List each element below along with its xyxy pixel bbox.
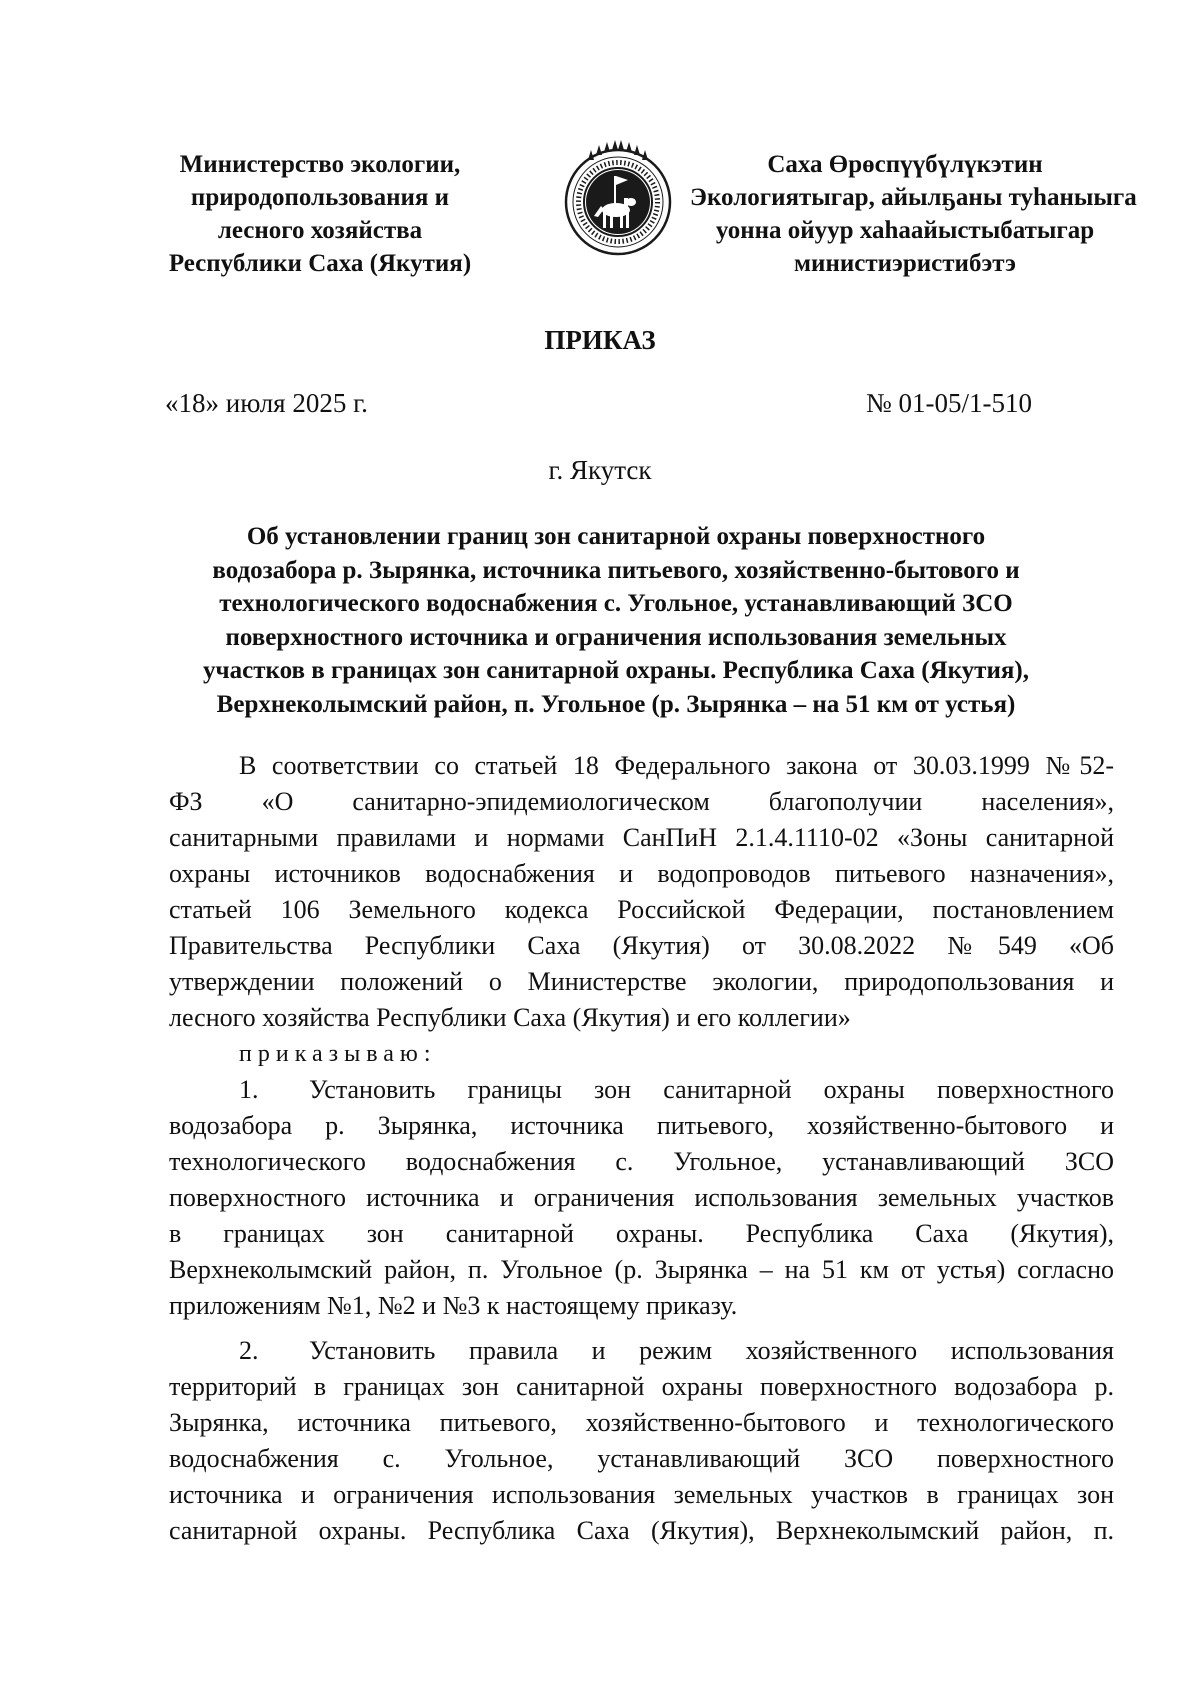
preamble-line: утверждении положений о Министерстве экологии, природопользования и bbox=[169, 967, 1114, 996]
ministry-name-ru-line: лесного хозяйства bbox=[217, 217, 423, 244]
preamble-line: В соответствии со статьей 18 Федерального закона от 30.03.1999 №52- bbox=[239, 751, 1114, 780]
ministry-name-sakha bbox=[690, 148, 1137, 280]
item-line: источника и ограничения использования земельных участков в границах зон bbox=[169, 1480, 1114, 1509]
ministry-name-ru-line: Республики Саха (Якутия) bbox=[168, 250, 472, 277]
item-line: поверхностного источника и ограничения использования земельных участков bbox=[169, 1183, 1114, 1212]
order-subject bbox=[150, 520, 1082, 721]
ministry-name-sakha-line: Экологиятыгар, айылҕаны туһаныыга bbox=[690, 184, 1137, 211]
preamble-line: статьей 106 Земельного кодекса Российской Федерации, постановлением bbox=[169, 895, 1114, 924]
item-line: технологического водоснабжения с. Угольное, устанавливающий ЗСО bbox=[169, 1147, 1114, 1176]
item-line-text: Установить границы зон санитарной охраны поверхностного bbox=[309, 1075, 1114, 1104]
order-item-1 bbox=[169, 1072, 1114, 1324]
subject-line: технологического водоснабжения с. Угольное, устанавливающий ЗСО bbox=[219, 590, 1013, 617]
ministry-name-sakha-line: Саха Өрөспүүбүлүкэтин bbox=[767, 151, 1043, 178]
item-line bbox=[169, 1333, 1114, 1369]
subject-line: Об установлении границ зон санитарной охраны поверхностного bbox=[246, 523, 986, 550]
preamble-line: санитарными правилами и нормами СанПиН 2.1.4.1110-02 «Зоны санитарной bbox=[169, 823, 1114, 852]
item-number: 2. bbox=[239, 1336, 259, 1365]
republic-sakha-emblem-icon bbox=[558, 140, 678, 260]
order-word: приказываю: bbox=[239, 1041, 437, 1067]
subject-line: водозабора р. Зырянка, источника питьевого, хозяйственно-бытового и bbox=[212, 556, 1020, 584]
preamble-line: охраны источников водоснабжения и водопроводов питьевого назначения», bbox=[169, 859, 1114, 888]
item-line: в границах зон санитарной охраны. Республика Саха (Якутия), bbox=[169, 1219, 1114, 1248]
ministry-name-sakha-line: министиэристибэтэ bbox=[794, 250, 1016, 277]
preamble-line: ФЗ «О санитарно-эпидемиологическом благополучии населения», bbox=[169, 787, 1114, 816]
item-line: санитарной охраны. Республика Саха (Якутия), Верхнеколымский район, п. bbox=[169, 1516, 1114, 1545]
item-line: Зырянка, источника питьевого, хозяйственно-бытового и технологического bbox=[169, 1408, 1114, 1437]
item-number: 1. bbox=[239, 1075, 259, 1104]
order-item-2 bbox=[169, 1333, 1114, 1549]
item-line-text: Установить правила и режим хозяйственного использования bbox=[309, 1336, 1114, 1365]
item-line bbox=[169, 1072, 1114, 1108]
preamble bbox=[169, 748, 1114, 1036]
preamble-line: лесного хозяйства Республики Саха (Якутия) и его коллегии» bbox=[169, 1003, 851, 1032]
order-number: № 01-05/1-510 bbox=[866, 388, 1032, 418]
order-body bbox=[169, 748, 1114, 1549]
order-date: «18» июля 2025 г. bbox=[165, 388, 368, 418]
subject-line: поверхностного источника и ограничения использования земельных bbox=[225, 623, 1007, 651]
order-city: г. Якутск bbox=[548, 455, 652, 485]
item-line: водозабора р. Зырянка, источника питьевого, хозяйственно-бытового и bbox=[169, 1111, 1114, 1140]
subject-line: участков в границах зон санитарной охраны. Республика Саха (Якутия), bbox=[203, 657, 1029, 684]
ministry-name-sakha-line: уонна ойуур хаһаайыстыбатыгар bbox=[715, 217, 1095, 244]
ministry-name-ru-line: природопользования и bbox=[190, 184, 450, 211]
preamble-line: Правительства Республики Саха (Якутия) от 30.08.2022 №549 «Об bbox=[169, 931, 1114, 960]
item-line: водоснабжения с. Угольное, устанавливающий ЗСО поверхностного bbox=[169, 1444, 1114, 1473]
item-line: территорий в границах зон санитарной охраны поверхностного водозабора р. bbox=[169, 1372, 1114, 1401]
ministry-name-ru-line: Министерство экологии, bbox=[179, 151, 461, 178]
ministry-name-ru bbox=[150, 148, 490, 280]
subject-line: Верхнеколымский район, п. Угольное (р. Зырянка – на 51 км от устья) bbox=[216, 690, 1016, 718]
item-line: приложениям №1, №2 и №3 к настоящему приказу. bbox=[169, 1291, 738, 1320]
item-line: Верхнеколымский район, п. Угольное (р. Зырянка – на 51 км от устья) согласно bbox=[169, 1255, 1114, 1284]
document-type: ПРИКАЗ bbox=[544, 325, 656, 355]
